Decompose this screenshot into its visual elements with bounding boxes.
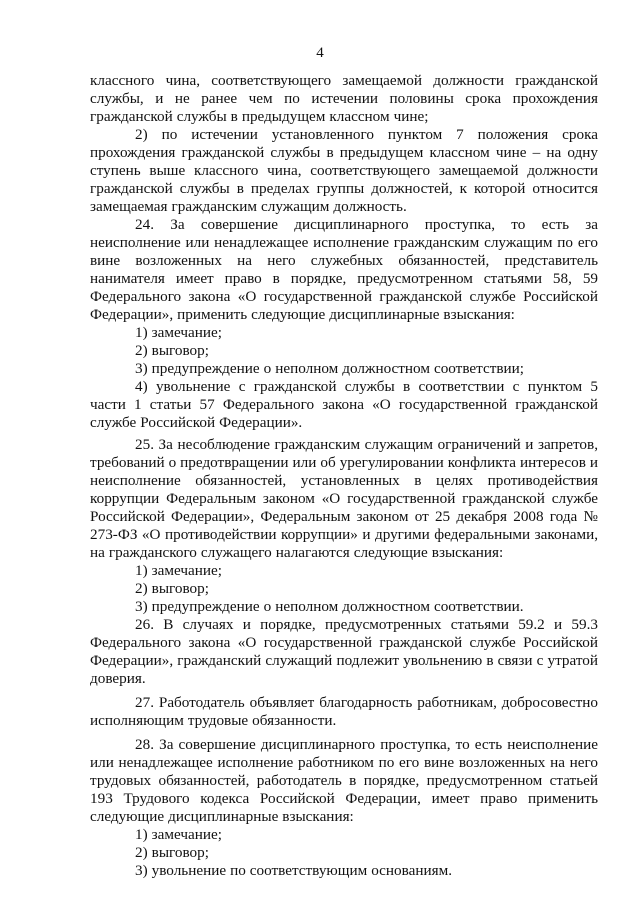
list-item: 4) увольнение с гражданской службы в соответствии с пунктом 5 части 1 статьи 57 Федерального закона «О государственной гражданской службе Российской Федерации». xyxy=(90,378,598,431)
list-item: 2) выговор; xyxy=(135,580,209,597)
paragraph-26: 26. В случаях и порядке, предусмотренных статьями 59.2 и 59.3 Федерального закона «О государственной гражданской службе Российской Федерации», гражданский служащий подлежит увольнению в связи с утратой доверия. xyxy=(90,616,598,687)
paragraph-continuation: классного чина, соответствующего замещаемой должности гражданской службы, и не ранее чем по истечении половины срока прохождения гражданской службы в предыдущем классном чине; xyxy=(90,72,598,125)
paragraph-25: 25. За несоблюдение гражданским служащим ограничений и запретов, требований о предотвращении или об урегулировании конфликта интересов и неисполнение обязанностей, установленных в целях противодействия коррупции Федеральным законом «О государственной гражданской службе Российской Федерации», Федеральным законом от 25 декабря 2008 года № 273-ФЗ «О противодействии коррупции» и другими федеральными законами, на гражданского служащего налагаются следующие взыскания: xyxy=(90,436,598,561)
list-item: 3) предупреждение о неполном должностном соответствии. xyxy=(135,598,524,615)
list-item: 1) замечание; xyxy=(135,562,222,579)
list-item: 1) замечание; xyxy=(135,826,222,843)
list-item: 2) выговор; xyxy=(135,342,209,359)
list-item: 1) замечание; xyxy=(135,324,222,341)
list-item: 3) предупреждение о неполном должностном соответствии; xyxy=(135,360,524,377)
list-item: 2) выговор; xyxy=(135,844,209,861)
page-number: 4 xyxy=(316,45,324,61)
list-item: 3) увольнение по соответствующим основаниям. xyxy=(135,862,452,879)
paragraph-27: 27. Работодатель объявляет благодарность работникам, добросовестно исполняющим трудовые обязанности. xyxy=(90,694,598,729)
paragraph-28: 28. За совершение дисциплинарного проступка, то есть неисполнение или ненадлежащее исполнение работником по его вине возложенных на него трудовых обязанностей, работодатель в порядке, предусмотренном статьей 193 Трудового кодекса Российской Федерации, имеет право применить следующие дисциплинарные взыскания: xyxy=(90,736,598,825)
document-body xyxy=(90,72,598,880)
paragraph-item-2: 2) по истечении установленного пунктом 7 положения срока прохождения гражданской службы в предыдущем классном чине – на одну ступень выше классного чина, соответствующего замещаемой должности гражданской службы в пределах группы должностей, к которой относится замещаемая гражданским служащим должность. xyxy=(90,126,598,215)
paragraph-24: 24. За совершение дисциплинарного проступка, то есть за неисполнение или ненадлежащее исполнение гражданским служащим по его вине возложенных на него служебных обязанностей, представитель нанимателя имеет право в порядке, предусмотренном статьями 58, 59 Федерального закона «О государственной гражданской службе Российской Федерации», применить следующие дисциплинарные взыскания: xyxy=(90,216,598,323)
